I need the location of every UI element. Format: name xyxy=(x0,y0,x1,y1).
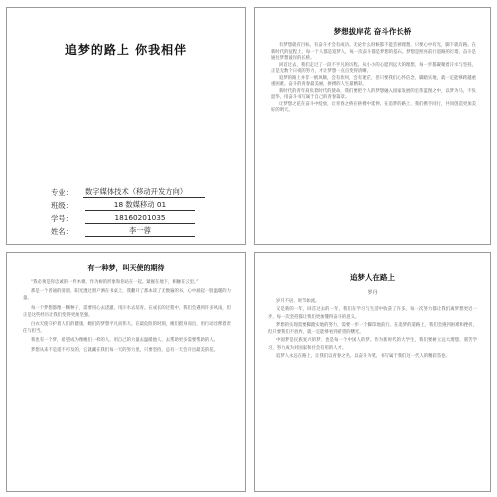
cover-page xyxy=(6,7,246,245)
essay-title: 梦想拔岸花 奋斗作长桥 xyxy=(333,27,412,36)
major-row xyxy=(51,185,205,198)
student-id-label: 学号： xyxy=(51,214,73,223)
cover-title: 追梦的路上 你我相伴 xyxy=(64,43,188,57)
paragraph: 追梦的路上并非一帆风顺，会有坎坷，会有迷茫，但只要我们心怀信念，脚踏实地，就一定能够跨越重重困难。奋斗的青春最美丽，拼搏的人生最精彩。 xyxy=(271,75,476,88)
paragraph: 新时代的青年肩负着时代的使命，我们要把个人的梦想融入国家发展的宏伟蓝图之中，以梦为马，不负韶华，用奋斗书写属于自己的青春篇章。 xyxy=(271,88,476,101)
paragraph: 让梦想之花在奋斗中绽放，让青春之桥在拼搏中延伸。在追梦的路上，我们携手同行，共同创造更加美好的明天。 xyxy=(271,101,476,114)
paragraph: 我也有一个梦，希望成为像她们一样的人，用自己的力量去温暖他人，去帮助更多需要帮助的人。 xyxy=(31,338,218,344)
essay-title: 有一种梦，叫天使的期待 xyxy=(87,264,165,272)
essay-page-angel-dream xyxy=(6,252,246,492)
name-value: 李一蓉 xyxy=(85,227,195,237)
paragraph: 每一个梦想都像一颗种子，需要用心去浇灌，用汗水去培育。在成长的过程中，我们会遇到许多风雨，但正是这些经历让我们变得更加坚强。 xyxy=(23,305,231,318)
name-label: 姓名： xyxy=(51,227,73,236)
essay-body xyxy=(7,279,245,354)
paragraph: 岁月不居，时节如流。 xyxy=(276,299,320,304)
author-name: 罗丹 xyxy=(367,290,378,296)
major-label: 专业： xyxy=(51,188,73,197)
paragraph: 那是一个普通的清晨，阳光透过窗户洒在书桌上，我翻开了那本读了无数遍的书，心中涌起一股温暖的力量。 xyxy=(23,289,231,302)
class-label: 班级： xyxy=(51,201,73,210)
essay-body xyxy=(255,43,490,115)
student-info xyxy=(51,185,205,237)
class-value: 18 数媒移动 01 xyxy=(85,201,195,211)
paragraph: 梦想的实现需要脚踏实地的努力，需要一步一个脚印地前行。在追梦的道路上，我们会遇到困难和挫折，但只要我们不放弃，就一定能够看到希望的曙光。 xyxy=(268,322,477,336)
paragraph: 追梦人永远在路上，让我们以青春之名，以奋斗为笔，书写属于我们这一代人的精彩答卷。 xyxy=(276,354,450,360)
paragraph: 回首过去，我们走过了一段不平凡的历程。从小小的心愿到远大的理想，每一步都凝聚着汗水与坚持。正是无数个日夜的努力，才让梦想一点点变得清晰。 xyxy=(271,62,476,75)
student-id-row xyxy=(51,211,205,224)
class-row xyxy=(51,198,205,211)
paragraph: “我必须是你忠诚的一件木棉，作为树的形象和你站在一起。紧握在地下，相触在云里。” xyxy=(31,280,199,285)
essay-page-dreamer-on-road xyxy=(254,252,491,492)
paragraph: 中国梦是民族复兴的梦，也是每一个中国人的梦。作为新时代的大学生，我们要树立远大理想，刻苦学习，努力成为对国家和社会有用的人才。 xyxy=(268,338,477,351)
essay-body xyxy=(255,298,490,360)
major-value: 数字媒体技术（移动开发方向） xyxy=(83,188,205,198)
paragraph: 有梦想就有目标，有奋斗才会有成功。无论什么时候都不能丢掉理想，只要心中有光，脚下就有路。在新时代的征程上，每一个人都是追梦人，每一次奋斗都是梦想的基石。梦想是照亮前行道路的灯塔，奋斗是通往梦想彼岸的长桥。 xyxy=(271,43,476,62)
name-row xyxy=(51,224,205,237)
essay-page-dream-bridge xyxy=(254,7,491,245)
paragraph: 梦想从来不是遥不可及的，它就藏在我们每一天的努力里。只要坚持，总有一天会开出最美的花。 xyxy=(31,347,218,353)
paragraph: 又是新的一年，回首过去的一年，我们在学习与生活中收获了许多。每一次努力都让我们离梦想更近一步，每一次坚持都让我们更加懂得奋斗的意义。 xyxy=(268,307,477,320)
essay-title: 追梦人在路上 xyxy=(350,273,395,282)
student-id-value: 18160201035 xyxy=(85,214,195,224)
paragraph: 白衣天使守护着人们的健康，她们的梦想平凡而伟大。在最危险的时刻，她们挺身而出，用行动诠释着责任与担当。 xyxy=(23,322,231,335)
